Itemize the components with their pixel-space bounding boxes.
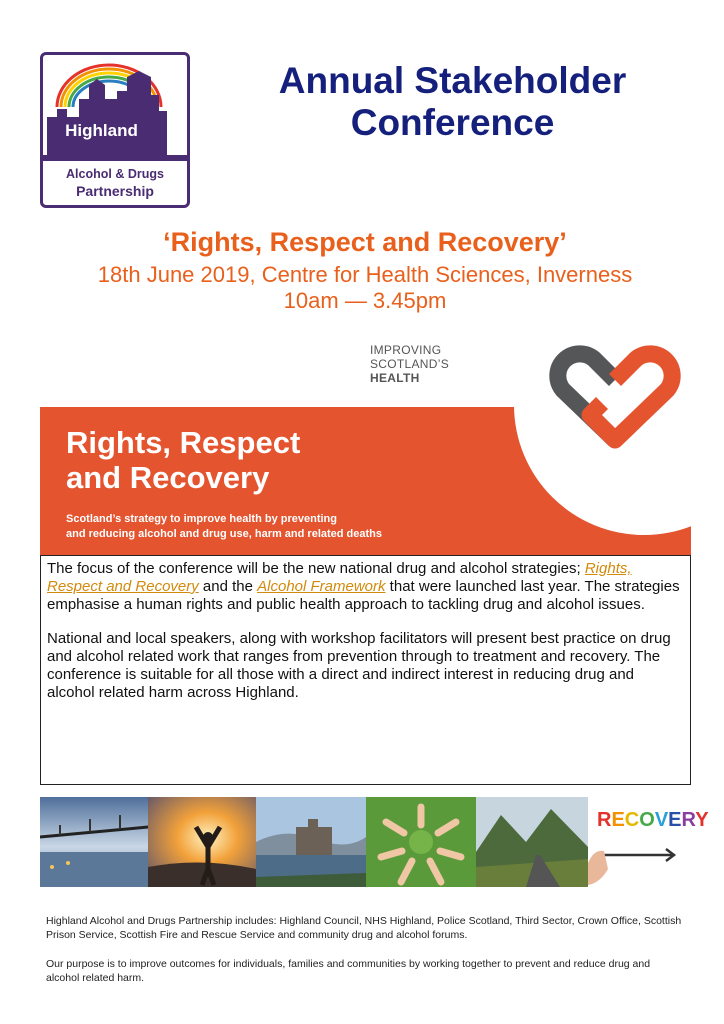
logo-subtitle-line1: Alcohol & Drugs: [66, 167, 164, 181]
banner-title-line1: Rights, Respect: [66, 425, 301, 460]
p1-text-c: that were launched last year. The strategies emphasise a human rights and public health approach to tackling drug and alcohol issues.: [47, 578, 680, 613]
recovery-letter: O: [639, 809, 655, 831]
castle-photo: [256, 797, 366, 887]
recovery-word: [597, 809, 709, 832]
rights-respect-recovery-link[interactable]: Rights, Respect and Recovery: [47, 560, 632, 595]
logo-title: Highland: [65, 121, 138, 140]
ish-line3: HEALTH: [370, 371, 420, 385]
recovery-letter: Y: [695, 809, 709, 831]
recovery-letter: V: [654, 809, 669, 831]
improving-scotlands-health-logo: [370, 343, 449, 385]
p1-text-b: and the: [198, 578, 258, 595]
description-paragraph-2: National and local speakers, along with workshop facilitators will present best practice on drug and alcohol related work that ranges from prevention through to treatment and recovery. The conference is suitable for all those with a direct and indirect interest in reducing drug and alcohol related harm across Highland.: [47, 630, 671, 701]
hands-on-grass-photo: [366, 797, 476, 887]
conference-description-box: [40, 555, 691, 785]
recovery-letter: R: [597, 809, 612, 831]
partnership-logo: [40, 52, 190, 208]
description-paragraph-1: [47, 560, 684, 614]
banner-description-line2: and reducing alcohol and drug use, harm and related deaths: [66, 528, 383, 540]
page-title: [225, 60, 680, 144]
recovery-letter: E: [668, 809, 682, 831]
p1-text-a: The focus of the conference will be the new national drug and alcohol strategies;: [47, 560, 585, 577]
recovery-letter: E: [611, 809, 625, 831]
event-date: 18th June 2019, Centre for Health Sciences, Inverness: [97, 262, 633, 287]
banner-title: [66, 425, 300, 495]
conference-subtitle: ‘Rights, Respect and Recovery’: [163, 227, 567, 257]
recovery-letter: R: [681, 809, 696, 831]
sunset-person-photo: [148, 797, 256, 887]
partnership-purpose-text: Our purpose is to improve outcomes for individuals, families and communities by working together to prevent and reduce drug and alcohol related harm.: [46, 958, 651, 984]
banner-description-line1: Scotland’s strategy to improve health by preventing: [66, 513, 337, 525]
banner-title-line2: and Recovery: [66, 460, 270, 495]
ish-line1: IMPROVING: [370, 343, 442, 357]
partnership-members-text: Highland Alcohol and Drugs Partnership includes: Highland Council, NHS Highland, Police Scotland, Third Sector, Crown Office, Scottish Prison Service, Scottish Fire and Rescue Service and community drug and alcohol forums.: [46, 915, 682, 941]
event-time: 10am — 3.45pm: [283, 288, 447, 313]
alcohol-framework-link[interactable]: Alcohol Framework: [257, 578, 386, 595]
recovery-letter: C: [624, 809, 640, 831]
page-title-line2: Conference: [350, 102, 555, 143]
banner-description: [66, 512, 382, 542]
mountain-road-photo: [476, 797, 588, 887]
page-title-line1: Annual Stakeholder: [278, 60, 627, 101]
photo-strip: [40, 797, 709, 887]
ish-line2: SCOTLAND’S: [370, 357, 450, 371]
logo-subtitle-line2: Partnership: [76, 183, 154, 199]
bridge-photo: [40, 797, 148, 887]
